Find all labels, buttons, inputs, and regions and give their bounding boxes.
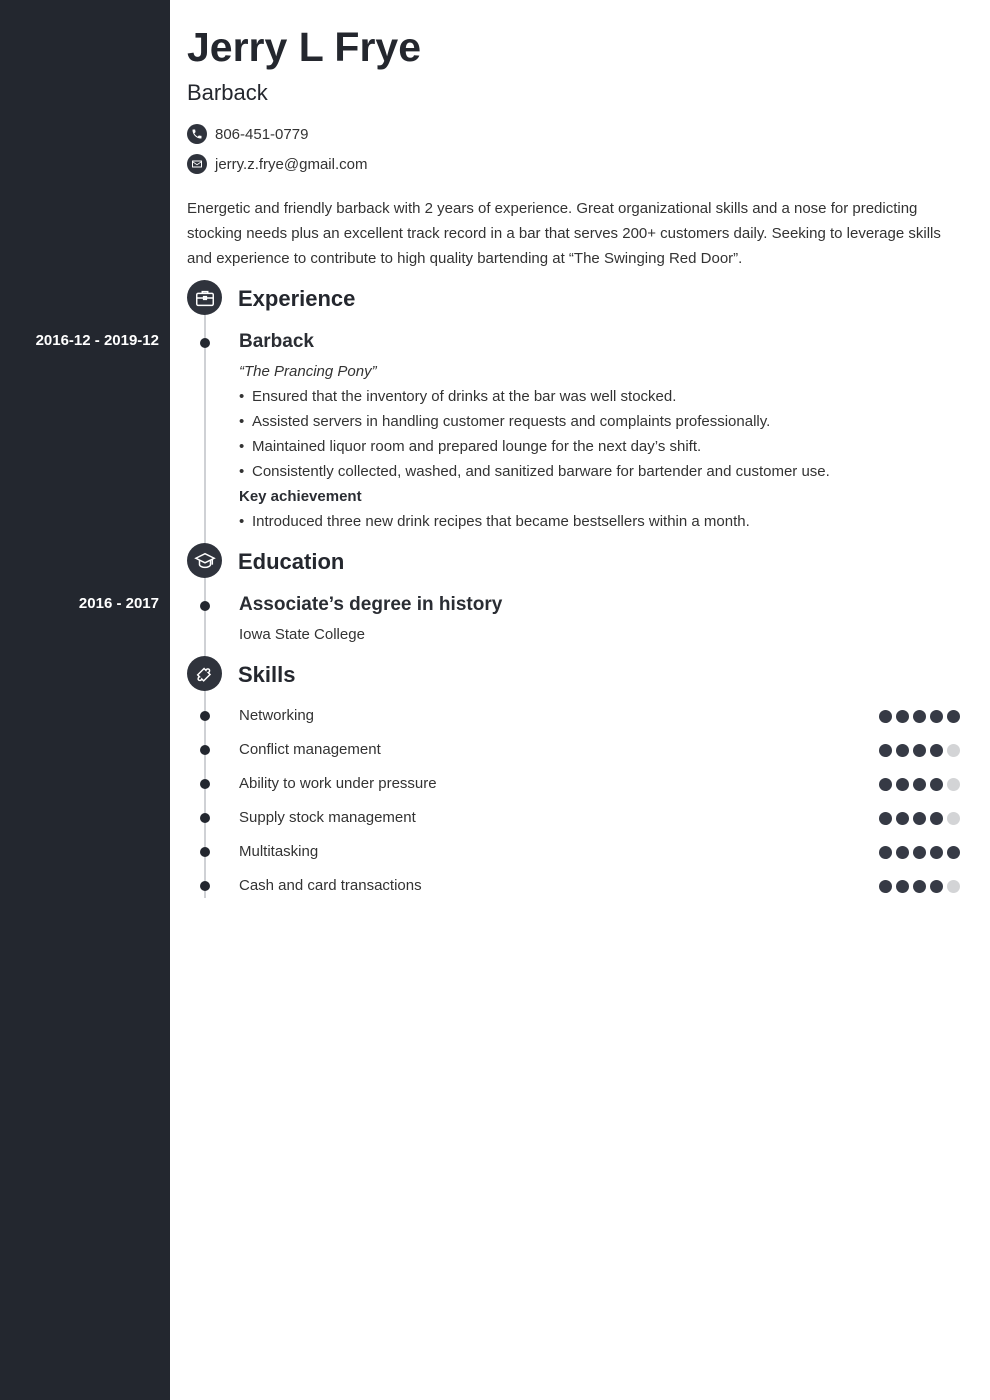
rating-dot-empty bbox=[947, 812, 960, 825]
skill-rating bbox=[879, 778, 960, 791]
timeline-line bbox=[204, 297, 206, 898]
rating-dot-filled bbox=[930, 710, 943, 723]
envelope-icon bbox=[187, 154, 207, 174]
rating-dot-filled bbox=[879, 710, 892, 723]
education-heading: Education bbox=[238, 549, 345, 574]
timeline-dot bbox=[200, 745, 210, 755]
rating-dot-filled bbox=[896, 710, 909, 723]
rating-dot-filled bbox=[896, 744, 909, 757]
job-title: Barback bbox=[187, 80, 268, 105]
candidate-name: Jerry L Frye bbox=[187, 24, 422, 70]
timeline-dot bbox=[200, 711, 210, 721]
experience-dates: 2016-12 - 2019-12 bbox=[35, 332, 159, 349]
rating-dot-filled bbox=[879, 880, 892, 893]
rating-dot-filled bbox=[879, 846, 892, 859]
skill-label: Cash and card transactions bbox=[239, 877, 422, 894]
profile-summary: Energetic and friendly barback with 2 years of experience. Great organizational skills and a nose for predicting stocking needs plus an excellent track record in a bar that serves 200+ customers daily. Seeking to leverage skills and experience to contribute to high quality bartending at “The Swinging Red Door”. bbox=[187, 200, 941, 267]
timeline-dot bbox=[200, 847, 210, 857]
skill-label: Multitasking bbox=[239, 843, 319, 860]
achievement-bullet: • Introduced three new drink recipes that became bestsellers within a month. bbox=[239, 513, 750, 530]
rating-dot-filled bbox=[879, 812, 892, 825]
timeline-dot bbox=[200, 779, 210, 789]
rating-dot-filled bbox=[896, 812, 909, 825]
sidebar bbox=[0, 0, 170, 1400]
email-address: jerry.z.frye@gmail.com bbox=[215, 155, 368, 173]
rating-dot-filled bbox=[930, 744, 943, 757]
rating-dot-filled bbox=[913, 710, 926, 723]
skill-label: Networking bbox=[239, 707, 315, 724]
skill-rating bbox=[879, 812, 960, 825]
rating-dot-filled bbox=[930, 812, 943, 825]
phone-icon bbox=[187, 124, 207, 144]
skill-rating bbox=[879, 846, 960, 859]
education-school: Iowa State College bbox=[239, 626, 365, 643]
experience-bullet: • Assisted servers in handling customer requests and complaints professionally. bbox=[239, 413, 771, 430]
rating-dot-filled bbox=[913, 744, 926, 757]
rating-dot-filled bbox=[930, 880, 943, 893]
skill-rating bbox=[879, 880, 960, 893]
skill-label: Ability to work under pressure bbox=[239, 775, 437, 792]
rating-dot-filled bbox=[896, 880, 909, 893]
skill-label: Supply stock management bbox=[239, 809, 416, 826]
key-achievement-heading: Key achievement bbox=[239, 488, 362, 505]
experience-bullet: • Ensured that the inventory of drinks at the bar was well stocked. bbox=[239, 388, 677, 405]
rating-dot-filled bbox=[947, 710, 960, 723]
rating-dot-filled bbox=[913, 846, 926, 859]
timeline-dot bbox=[200, 813, 210, 823]
education-dates: 2016 - 2017 bbox=[78, 595, 159, 612]
rating-dot-filled bbox=[947, 846, 960, 859]
briefcase-icon bbox=[187, 280, 222, 315]
experience-bullet: • Maintained liquor room and prepared lounge for the next day’s shift. bbox=[239, 438, 702, 455]
rating-dot-filled bbox=[896, 778, 909, 791]
experience-job-title: Barback bbox=[239, 331, 314, 352]
phone-number: 806-451-0779 bbox=[215, 125, 309, 143]
rating-dot-filled bbox=[930, 846, 943, 859]
experience-heading: Experience bbox=[238, 286, 356, 311]
education-degree: Associate’s degree in history bbox=[239, 594, 503, 615]
rating-dot-filled bbox=[879, 778, 892, 791]
rating-dot-filled bbox=[896, 846, 909, 859]
contact-email bbox=[187, 153, 367, 175]
rating-dot-filled bbox=[930, 778, 943, 791]
rating-dot-filled bbox=[913, 812, 926, 825]
skills-heading: Skills bbox=[238, 662, 296, 687]
rating-dot-filled bbox=[913, 880, 926, 893]
experience-bullet: • Consistently collected, washed, and sanitized barware for bartender and customer use. bbox=[239, 463, 830, 480]
puzzle-icon bbox=[187, 656, 222, 691]
experience-company: “The Prancing Pony” bbox=[239, 363, 377, 380]
rating-dot-filled bbox=[913, 778, 926, 791]
contact-phone bbox=[187, 123, 308, 145]
skill-rating bbox=[879, 710, 960, 723]
graduation-cap-icon bbox=[187, 543, 222, 578]
skill-label: Conflict management bbox=[239, 741, 381, 758]
rating-dot-empty bbox=[947, 778, 960, 791]
rating-dot-empty bbox=[947, 744, 960, 757]
rating-dot-filled bbox=[879, 744, 892, 757]
rating-dot-empty bbox=[947, 880, 960, 893]
timeline-dot bbox=[200, 881, 210, 891]
timeline-dot bbox=[200, 338, 210, 348]
skill-rating bbox=[879, 744, 960, 757]
timeline-dot bbox=[200, 601, 210, 611]
